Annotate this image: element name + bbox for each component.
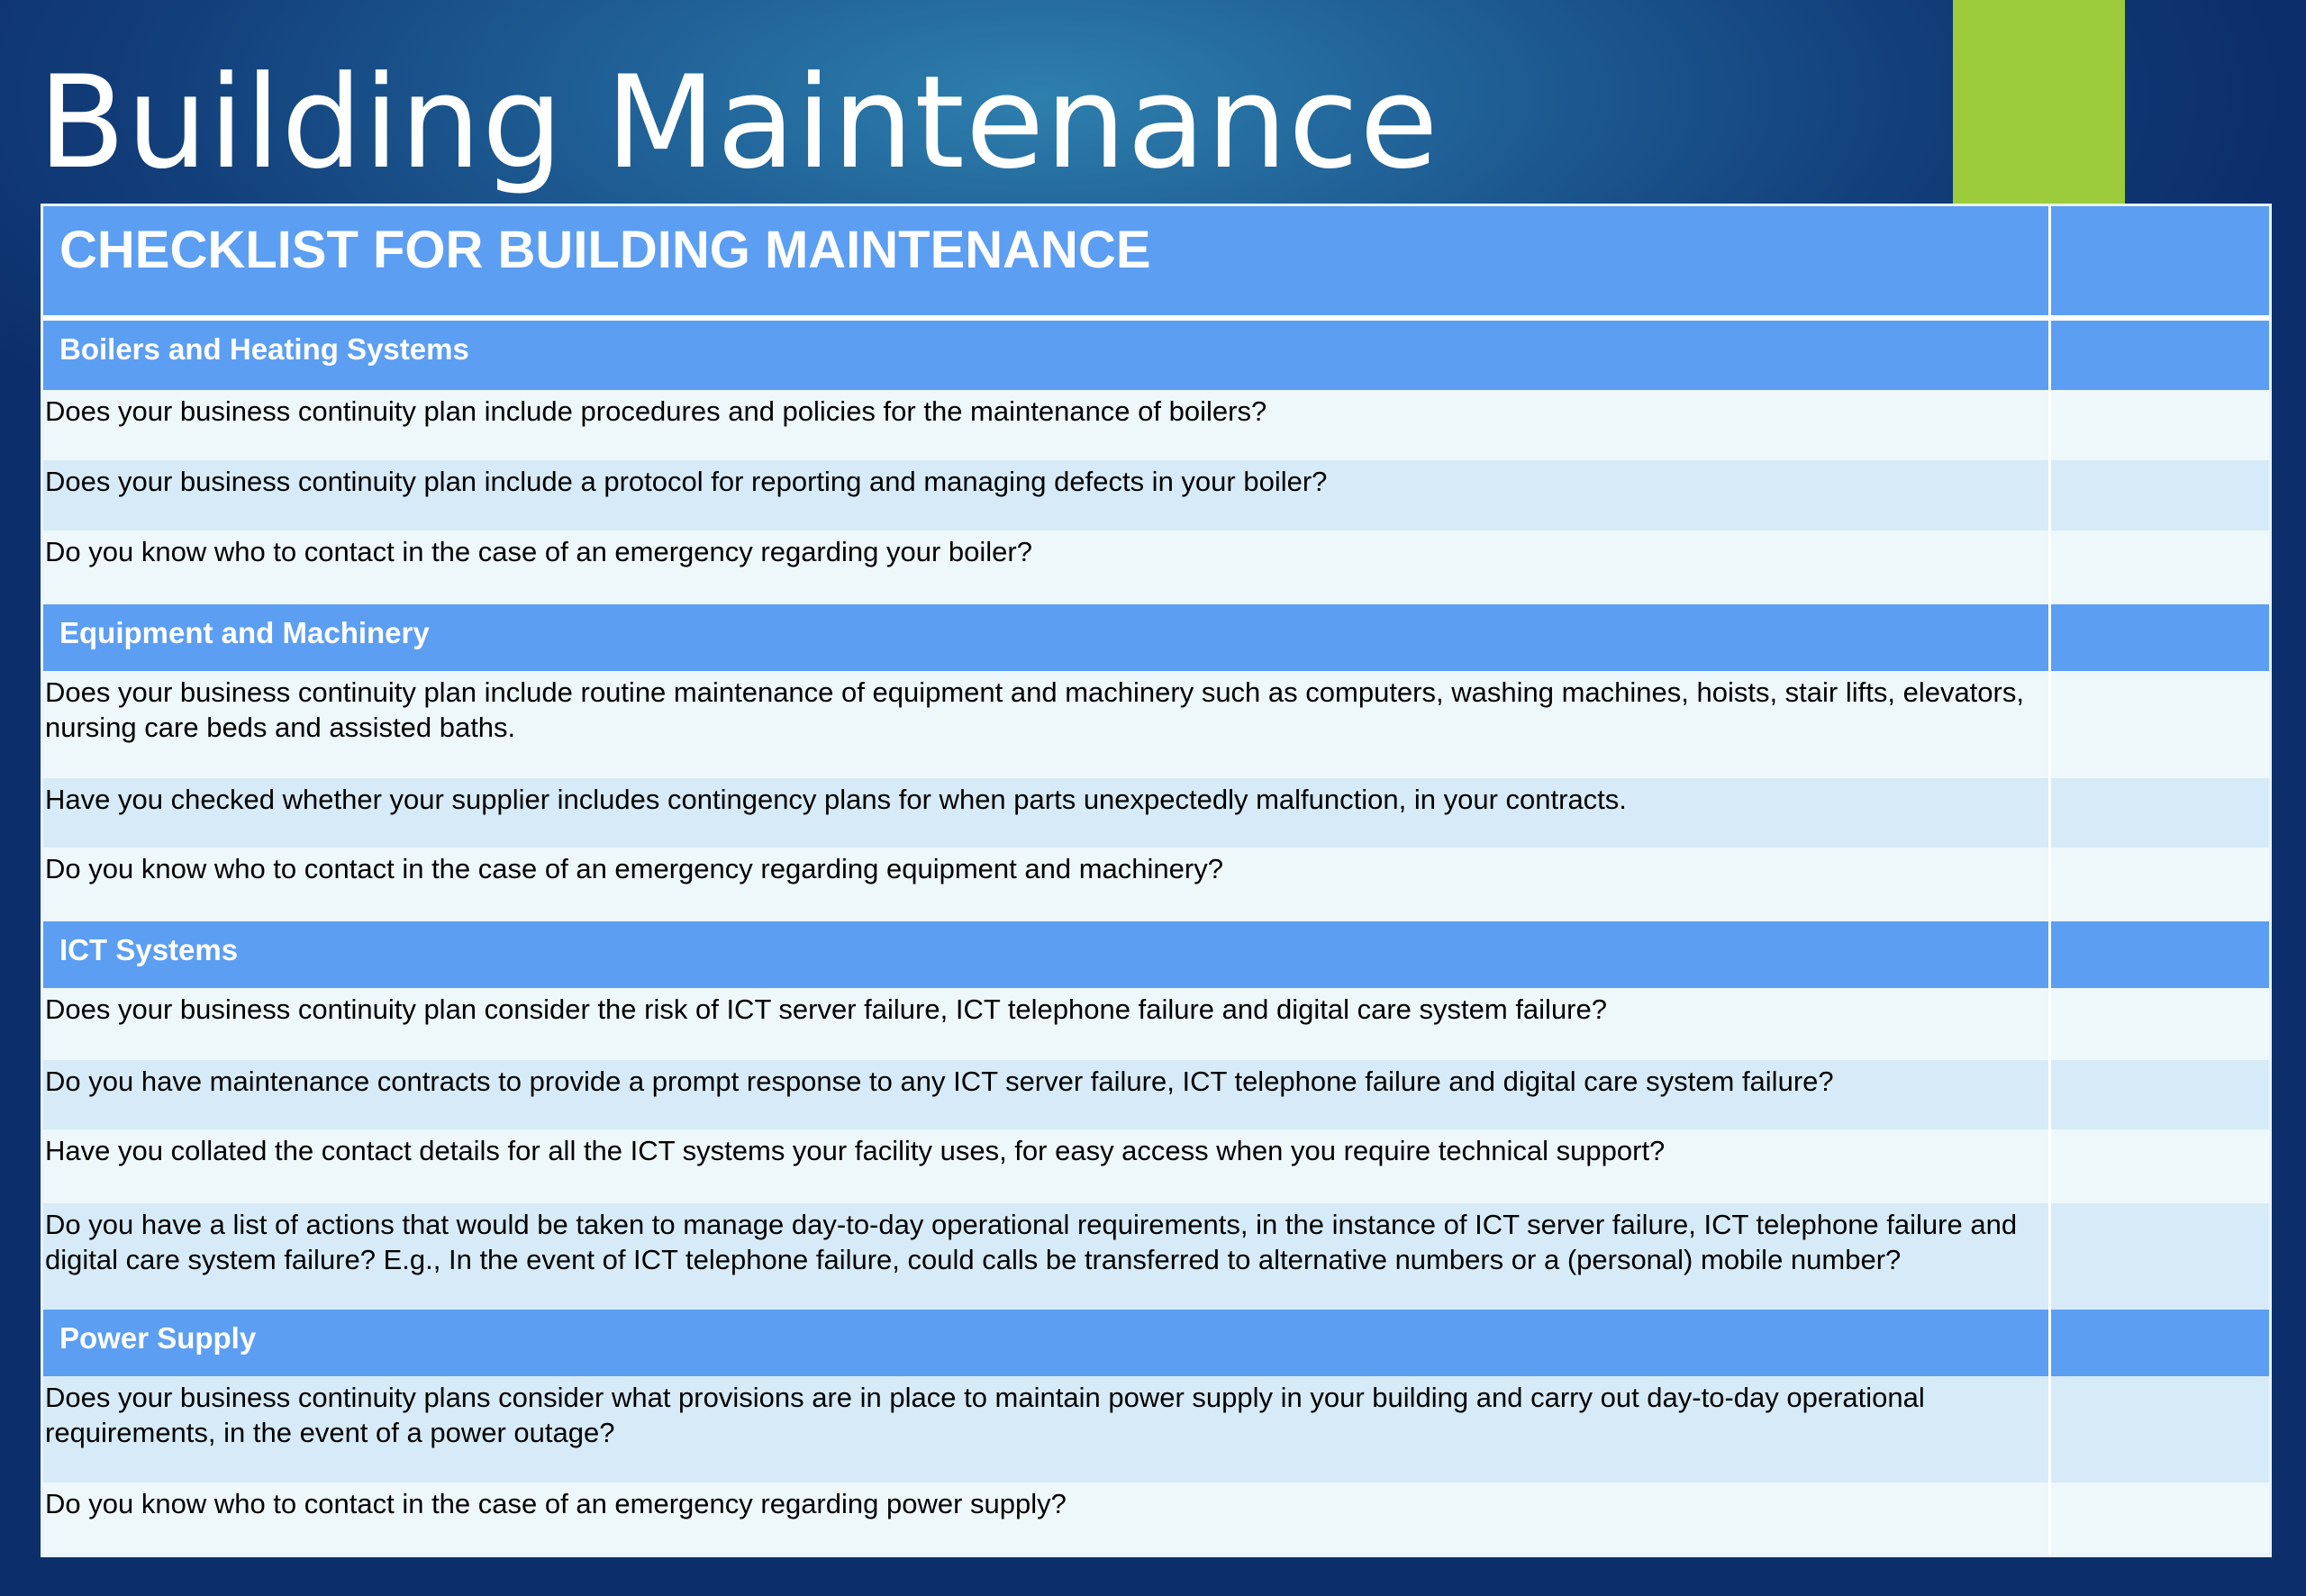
check-cell[interactable]: [2051, 1483, 2269, 1555]
checklist-row: [43, 530, 2269, 604]
check-cell[interactable]: [2051, 530, 2269, 604]
checklist-row: [43, 778, 2269, 848]
check-cell: [2051, 604, 2269, 671]
section-row-boilers: [43, 321, 2269, 390]
check-cell[interactable]: [2051, 1129, 2269, 1203]
check-cell[interactable]: [2051, 1376, 2269, 1483]
check-cell: [2051, 921, 2269, 988]
checklist-row: [43, 1483, 2269, 1555]
checklist-row: [43, 988, 2269, 1060]
check-cell[interactable]: [2051, 1060, 2269, 1129]
section-row-power: [43, 1310, 2269, 1376]
checklist-question: Does your business continuity plan include routine maintenance of equipment and machinery such as computers, washing machines, hoists, stair lifts, elevators, nursing care beds and assisted baths.: [43, 671, 2051, 778]
check-cell[interactable]: [2051, 390, 2269, 460]
checklist-question: Does your business continuity plans consider what provisions are in place to maintain power supply in your building and carry out day-to-day operational requirements, in the event of a power outage?: [43, 1376, 2051, 1483]
checklist-row: [43, 1376, 2269, 1483]
checklist-row: [43, 671, 2269, 778]
checklist-question: Does your business continuity plan include a protocol for reporting and managing defects in your boiler?: [43, 460, 2051, 530]
check-cell[interactable]: [2051, 988, 2269, 1060]
checklist-question: Do you have a list of actions that would be taken to manage day-to-day operational requirements, in the instance of ICT server failure, ICT telephone failure and digital care system failure? E.g., In the event of ICT telephone failure, could calls be transferred to alternative numbers or a (personal) mobile number?: [43, 1203, 2051, 1310]
section-title: ICT Systems: [43, 921, 2051, 988]
section-title: Equipment and Machinery: [43, 604, 2051, 671]
checklist-row: [43, 848, 2269, 921]
check-cell[interactable]: [2051, 848, 2269, 921]
checklist-header: CHECKLIST FOR BUILDING MAINTENANCE: [43, 206, 2051, 315]
checklist-question: Have you collated the contact details for all the ICT systems your facility uses, for easy access when you require technical support?: [43, 1129, 2051, 1203]
check-cell[interactable]: [2051, 460, 2269, 530]
checklist-header-row: [43, 206, 2269, 321]
section-title: Power Supply: [43, 1310, 2051, 1376]
checklist-row: [43, 1203, 2269, 1310]
accent-bar: [1953, 0, 2125, 204]
checklist-question: Do you know who to contact in the case of an emergency regarding your boiler?: [43, 530, 2051, 604]
checklist-question: Does your business continuity plan consider the risk of ICT server failure, ICT telephone failure and digital care system failure?: [43, 988, 2051, 1060]
check-cell[interactable]: [2051, 778, 2269, 848]
section-title: Boilers and Heating Systems: [43, 321, 2051, 390]
checklist-question: Have you checked whether your supplier includes contingency plans for when parts unexpectedly malfunction, in your contracts.: [43, 778, 2051, 848]
checklist-question: Do you know who to contact in the case of an emergency regarding equipment and machinery?: [43, 848, 2051, 921]
check-cell: [2051, 206, 2269, 315]
section-row-ict: [43, 921, 2269, 988]
checklist-row: [43, 390, 2269, 460]
section-row-equipment: [43, 604, 2269, 671]
check-cell: [2051, 1310, 2269, 1376]
checklist-row: [43, 1129, 2269, 1203]
check-cell[interactable]: [2051, 1203, 2269, 1310]
checklist-question: Does your business continuity plan include procedures and policies for the maintenance of boilers?: [43, 390, 2051, 460]
slide-title: Building Maintenance: [38, 49, 1439, 197]
checklist-row: [43, 1060, 2269, 1129]
checklist-question: Do you have maintenance contracts to provide a prompt response to any ICT server failure, ICT telephone failure and digital care system failure?: [43, 1060, 2051, 1129]
checklist-table: [41, 204, 2272, 1557]
checklist-row: [43, 460, 2269, 530]
checklist-question: Do you know who to contact in the case of an emergency regarding power supply?: [43, 1483, 2051, 1555]
check-cell[interactable]: [2051, 671, 2269, 778]
check-cell: [2051, 321, 2269, 390]
